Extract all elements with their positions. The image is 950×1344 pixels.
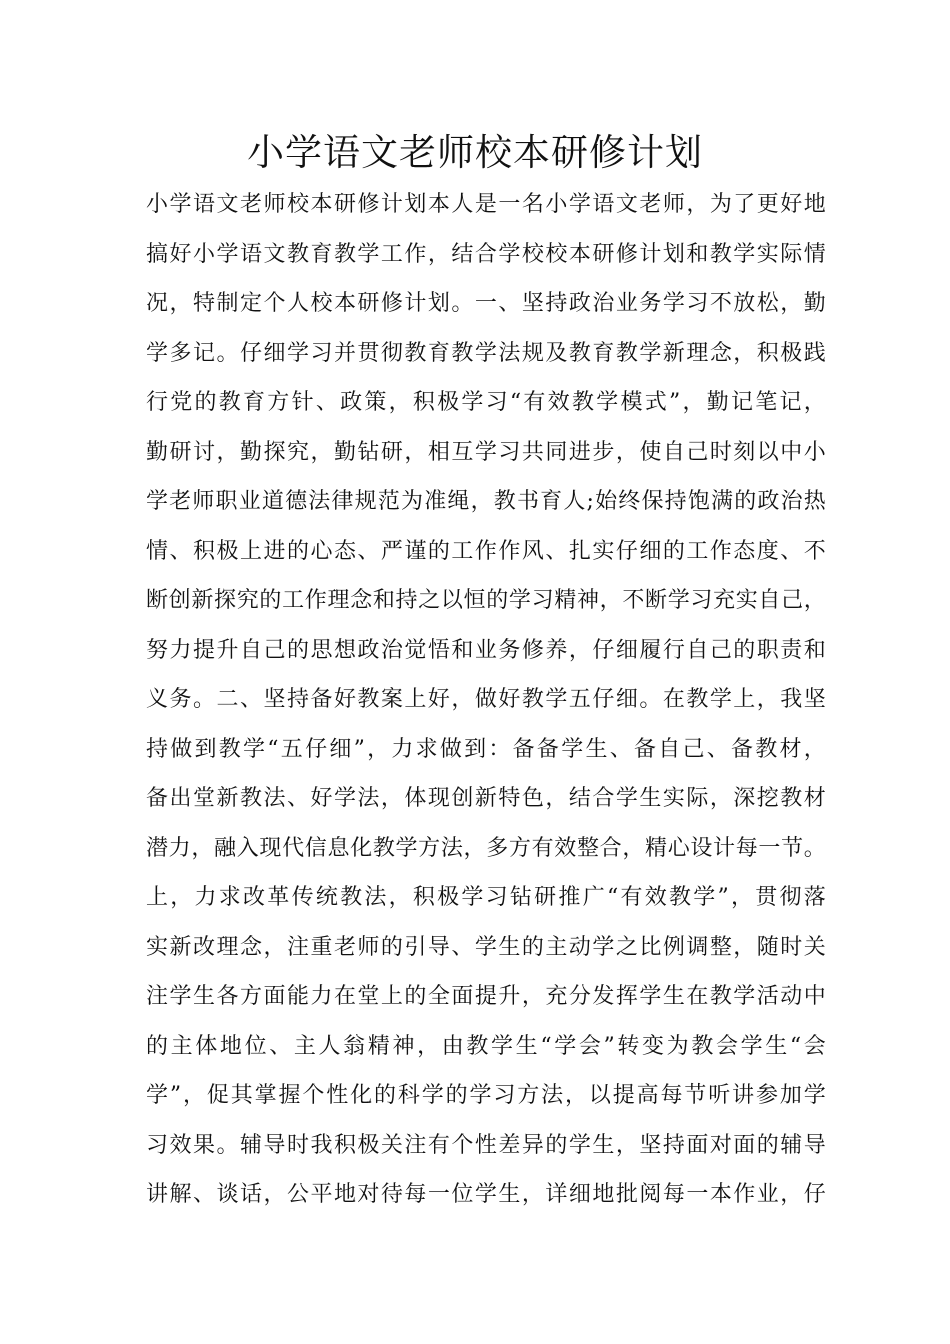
body-line: 义务。二、坚持备好教案上好，做好教学五仔细。在教学上，我坚 [146, 687, 826, 712]
body-line: 努力提升自己的思想政治觉悟和业务修养，仔细履行自己的职责和 [146, 637, 826, 663]
body-line: 备出堂新教法、好学法，体现创新特色，结合学生实际，深挖教材 [146, 786, 826, 811]
body-line: 习效果。辅导时我积极关注有个性差异的学生，坚持面对面的辅导 [146, 1132, 826, 1158]
body-line: 学”，促其掌握个性化的科学的学习方法，以提高每节听讲参加学 [146, 1083, 826, 1108]
body-line: 搞好小学语文教育教学工作，结合学校校本研修计划和教学实际情 [146, 241, 826, 267]
document-title: 小学语文老师校本研修计划 [247, 131, 703, 174]
body-line: 行党的教育方针、政策，积极学习“有效教学模式”，勤记笔记， [146, 390, 826, 415]
body-line: 潜力，融入现代信息化教学方法，多方有效整合，精心设计每一节。 [146, 835, 826, 861]
body-line: 勤研讨，勤探究，勤钻研，相互学习共同进步，使自己时刻以中小 [146, 439, 826, 465]
body-line: 上，力求改革传统教法，积极学习钻研推广“有效教学”，贯彻落 [146, 885, 826, 910]
body-line: 情、积极上进的心态、严谨的工作作风、扎实仔细的工作态度、不 [146, 538, 826, 564]
body-line: 的主体地位、主人翁精神，由教学生“学会”转变为教会学生“会 [146, 1033, 826, 1059]
body-line: 学老师职业道德法律规范为准绳，教书育人;始终保持饱满的政治热 [146, 489, 826, 514]
body-line: 注学生各方面能力在堂上的全面提升，充分发挥学生在教学活动中 [146, 984, 826, 1009]
body-line: 实新改理念，注重老师的引导、学生的主动学之比例调整，随时关 [146, 934, 826, 960]
body-line: 断创新探究的工作理念和持之以恒的学习精神，不断学习充实自己， [146, 588, 826, 613]
document-body [146, 180, 826, 1220]
body-line: 讲解、谈话，公平地对待每一位学生，详细地批阅每一本作业，仔 [146, 1182, 826, 1207]
body-line: 持做到教学“五仔细”，力求做到：备备学生、备自己、备教材， [146, 736, 826, 762]
body-line: 学多记。仔细学习并贯彻教育教学法规及教育教学新理念，积极践 [146, 340, 826, 366]
body-line: 况，特制定个人校本研修计划。一、坚持政治业务学习不放松，勤 [146, 291, 826, 316]
body-line: 小学语文老师校本研修计划本人是一名小学语文老师，为了更好地 [146, 192, 826, 217]
